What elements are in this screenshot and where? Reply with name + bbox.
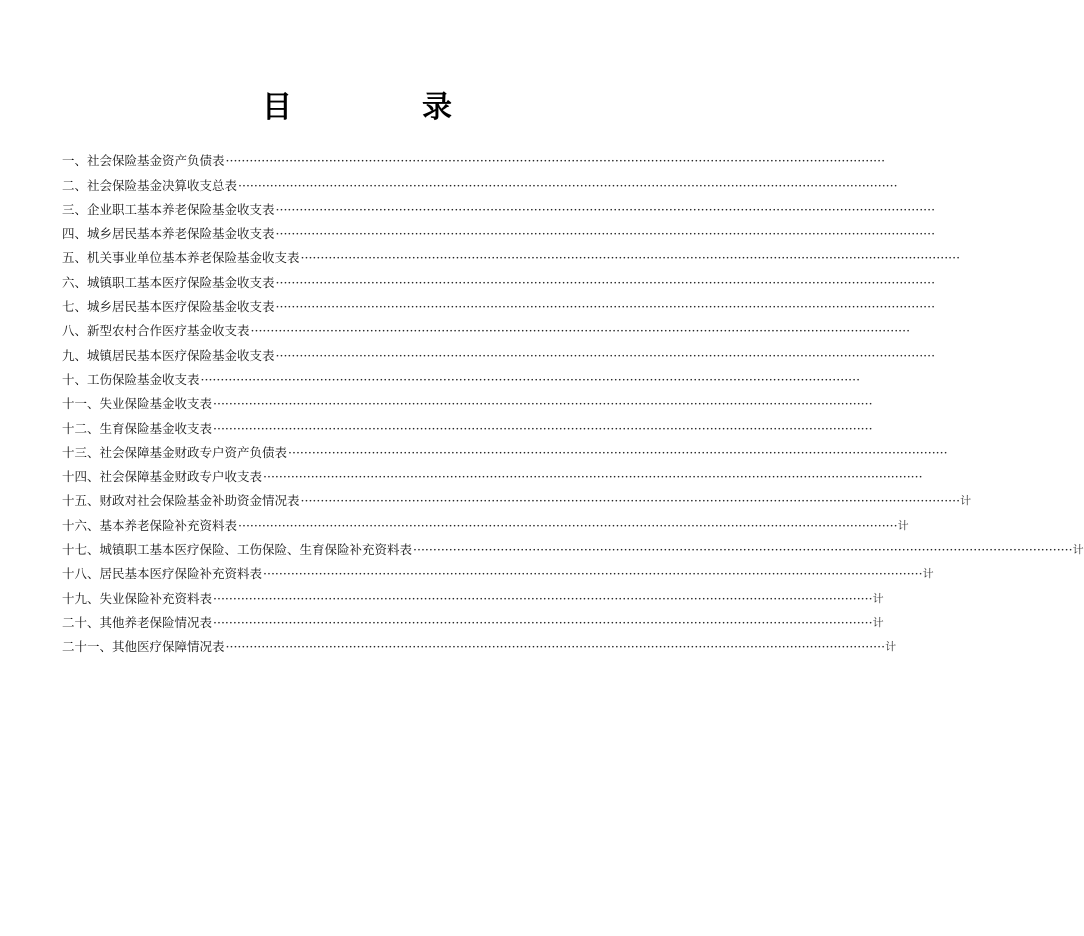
- toc-entry-label: 十八、居民基本医疗保险补充资料表: [62, 562, 263, 586]
- toc-entry-1[interactable]: [62, 149, 603, 173]
- toc-entry-label: 十三、社会保障基金财政专户资产负债表: [62, 441, 288, 465]
- toc-entry-label: 二十一、其他医疗保障情况表: [62, 635, 226, 659]
- toc-dot-leader: [288, 441, 948, 465]
- toc-entry-14[interactable]: [62, 465, 603, 489]
- toc-entry-16[interactable]: [62, 513, 909, 537]
- toc-entry-label: 九、城镇居民基本医疗保险基金收支表: [62, 344, 276, 368]
- toc-entry-label: 十二、生育保险基金收支表: [62, 417, 213, 441]
- toc-dot-leader: [213, 611, 873, 635]
- toc-dot-leader: [226, 635, 886, 659]
- toc-dot-leader: [238, 514, 898, 538]
- toc-entry-10[interactable]: [62, 368, 603, 392]
- toc-page-number: 计: [922, 567, 934, 581]
- toc-entry-6[interactable]: [62, 270, 603, 294]
- toc-page-number: 计: [872, 591, 884, 605]
- page-title: [0, 88, 662, 128]
- toc-entry-13[interactable]: [62, 441, 603, 465]
- toc-dot-leader: [276, 295, 936, 319]
- toc-page-number: 计: [872, 615, 884, 629]
- toc-dot-leader: [301, 489, 961, 513]
- toc-entry-label: 八、新型农村合作医疗基金收支表: [62, 319, 251, 343]
- toc-dot-leader: [263, 562, 923, 586]
- toc-page-number: 计: [1072, 543, 1084, 557]
- toc-entry-12[interactable]: [62, 416, 603, 440]
- toc-entry-label: 七、城乡居民基本医疗保险基金收支表: [62, 295, 276, 319]
- table-of-contents: [62, 149, 1084, 659]
- toc-entry-label: 十七、城镇职工基本医疗保险、工伤保险、生育保险补充资料表: [62, 538, 413, 562]
- toc-dot-leader: [276, 198, 936, 222]
- title-char-2: 录: [422, 90, 452, 125]
- toc-dot-leader: [226, 149, 886, 173]
- toc-dot-leader: [213, 392, 873, 416]
- title-char-1: 目: [262, 90, 292, 125]
- toc-entry-19[interactable]: [62, 586, 884, 610]
- toc-dot-leader: [276, 222, 936, 246]
- toc-entry-4[interactable]: [62, 222, 603, 246]
- toc-entry-7[interactable]: [62, 295, 603, 319]
- toc-dot-leader: [276, 271, 936, 295]
- toc-dot-leader: [251, 319, 911, 343]
- toc-entry-label: 一、社会保险基金资产负债表: [62, 149, 226, 173]
- toc-entry-label: 二、社会保险基金决算收支总表: [62, 174, 238, 198]
- toc-entry-5[interactable]: [62, 246, 603, 270]
- toc-entry-label: 四、城乡居民基本养老保险基金收支表: [62, 222, 276, 246]
- toc-entry-15[interactable]: [62, 489, 972, 513]
- toc-entry-20[interactable]: [62, 611, 884, 635]
- toc-entry-label: 十四、社会保障基金财政专户收支表: [62, 465, 263, 489]
- toc-entry-label: 十九、失业保险补充资料表: [62, 587, 213, 611]
- toc-entry-8[interactable]: [62, 319, 603, 343]
- toc-entry-label: 三、企业职工基本养老保险基金收支表: [62, 198, 276, 222]
- toc-dot-leader: [301, 246, 961, 270]
- toc-entry-label: 二十、其他养老保险情况表: [62, 611, 213, 635]
- toc-entry-11[interactable]: [62, 392, 603, 416]
- toc-entry-label: 五、机关事业单位基本养老保险基金收支表: [62, 246, 301, 270]
- toc-entry-17[interactable]: [62, 538, 1084, 562]
- toc-dot-leader: [238, 174, 898, 198]
- toc-entry-label: 十、工伤保险基金收支表: [62, 368, 201, 392]
- toc-entry-label: 十一、失业保险基金收支表: [62, 392, 213, 416]
- toc-entry-21[interactable]: [62, 635, 897, 659]
- toc-entry-3[interactable]: [62, 198, 603, 222]
- toc-entry-label: 十五、财政对社会保险基金补助资金情况表: [62, 489, 301, 513]
- toc-entry-label: 十六、基本养老保险补充资料表: [62, 514, 238, 538]
- toc-dot-leader: [201, 368, 861, 392]
- toc-page-number: 计: [885, 640, 897, 654]
- toc-entry-2[interactable]: [62, 173, 603, 197]
- toc-entry-label: 六、城镇职工基本医疗保险基金收支表: [62, 271, 276, 295]
- toc-dot-leader: [263, 465, 923, 489]
- toc-dot-leader: [213, 417, 873, 441]
- toc-dot-leader: [413, 538, 1073, 562]
- toc-entry-9[interactable]: [62, 343, 603, 367]
- toc-page-number: 计: [960, 494, 972, 508]
- toc-entry-18[interactable]: [62, 562, 934, 586]
- toc-page-number: 计: [897, 518, 909, 532]
- toc-dot-leader: [213, 587, 873, 611]
- toc-dot-leader: [276, 344, 936, 368]
